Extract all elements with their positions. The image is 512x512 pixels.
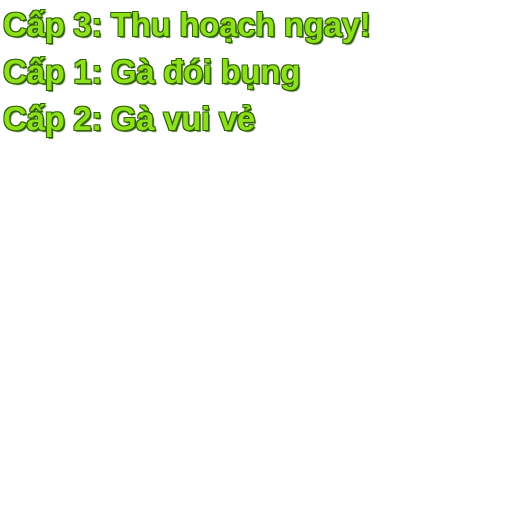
level-label-harvest: Cấp 3: Thu hoạch ngay! <box>3 6 371 43</box>
level-label-hungry-chicken: Cấp 1: Gà đói bụng <box>3 53 301 90</box>
level-label-list <box>3 1 370 142</box>
level-label-happy-chicken: Cấp 2: Gà vui vẻ <box>3 100 255 137</box>
